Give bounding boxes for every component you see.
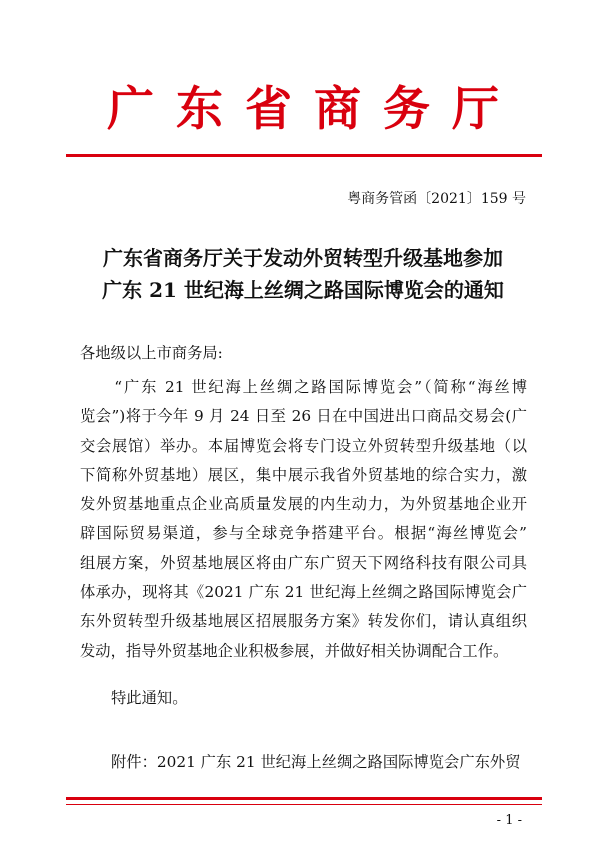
letterhead-red-rule <box>66 154 542 157</box>
footer-red-rule-thick <box>66 797 542 800</box>
document-number: 粤商务管函〔2021〕159 号 <box>347 191 526 207</box>
document-title-line-1: 广东省商务厅关于发动外贸转型升级基地参加 <box>103 246 503 270</box>
body-line: “广东 21 世纪海上丝绸之路国际博览会”（简称“海丝博 <box>80 378 527 396</box>
body-line: 发动，指导外贸基地企业积极参展，并做好相关协调配合工作。 <box>80 641 509 660</box>
closing-remark: 特此通知。 <box>111 689 188 707</box>
body-paragraph <box>80 373 527 666</box>
body-line: 览会”)将于今年 9 月 24 日至 26 日在中国进出口商品交易会(广 <box>80 407 527 426</box>
page-number: - 1 - <box>496 813 522 828</box>
body-line: 下简称外贸基地）展区，集中展示我省外贸基地的综合实力，激 <box>80 465 527 484</box>
document-title <box>40 242 566 306</box>
salutation: 各地级以上市商务局: <box>80 344 223 362</box>
body-line: 交会展馆）举办。本届博览会将专门设立外贸转型升级基地（以 <box>80 436 527 455</box>
body-line: 组展方案，外贸基地展区将由广东广贸天下网络科技有限公司具 <box>80 553 527 572</box>
document-title-line-2: 广东 21 世纪海上丝绸之路国际博览会的通知 <box>102 278 504 302</box>
footer-red-rule-thin <box>66 804 542 805</box>
body-line: 体承办，现将其《2021 广东 21 世纪海上丝绸之路国际博览会广 <box>80 583 527 602</box>
body-line: 辟国际贸易渠道，参与全球竞争搭建平台。根据“海丝博览会” <box>80 524 527 543</box>
letterhead-title: 广东省商务厅 <box>107 82 521 137</box>
attachment-line: 附件：2021 广东 21 世纪海上丝绸之路国际博览会广东外贸 <box>111 753 521 771</box>
body-line: 发外贸基地重点企业高质量发展的内生动力，为外贸基地企业开 <box>80 495 527 514</box>
body-line: 东外贸转型升级基地展区招展服务方案》转发你们，请认真组织 <box>80 612 527 631</box>
